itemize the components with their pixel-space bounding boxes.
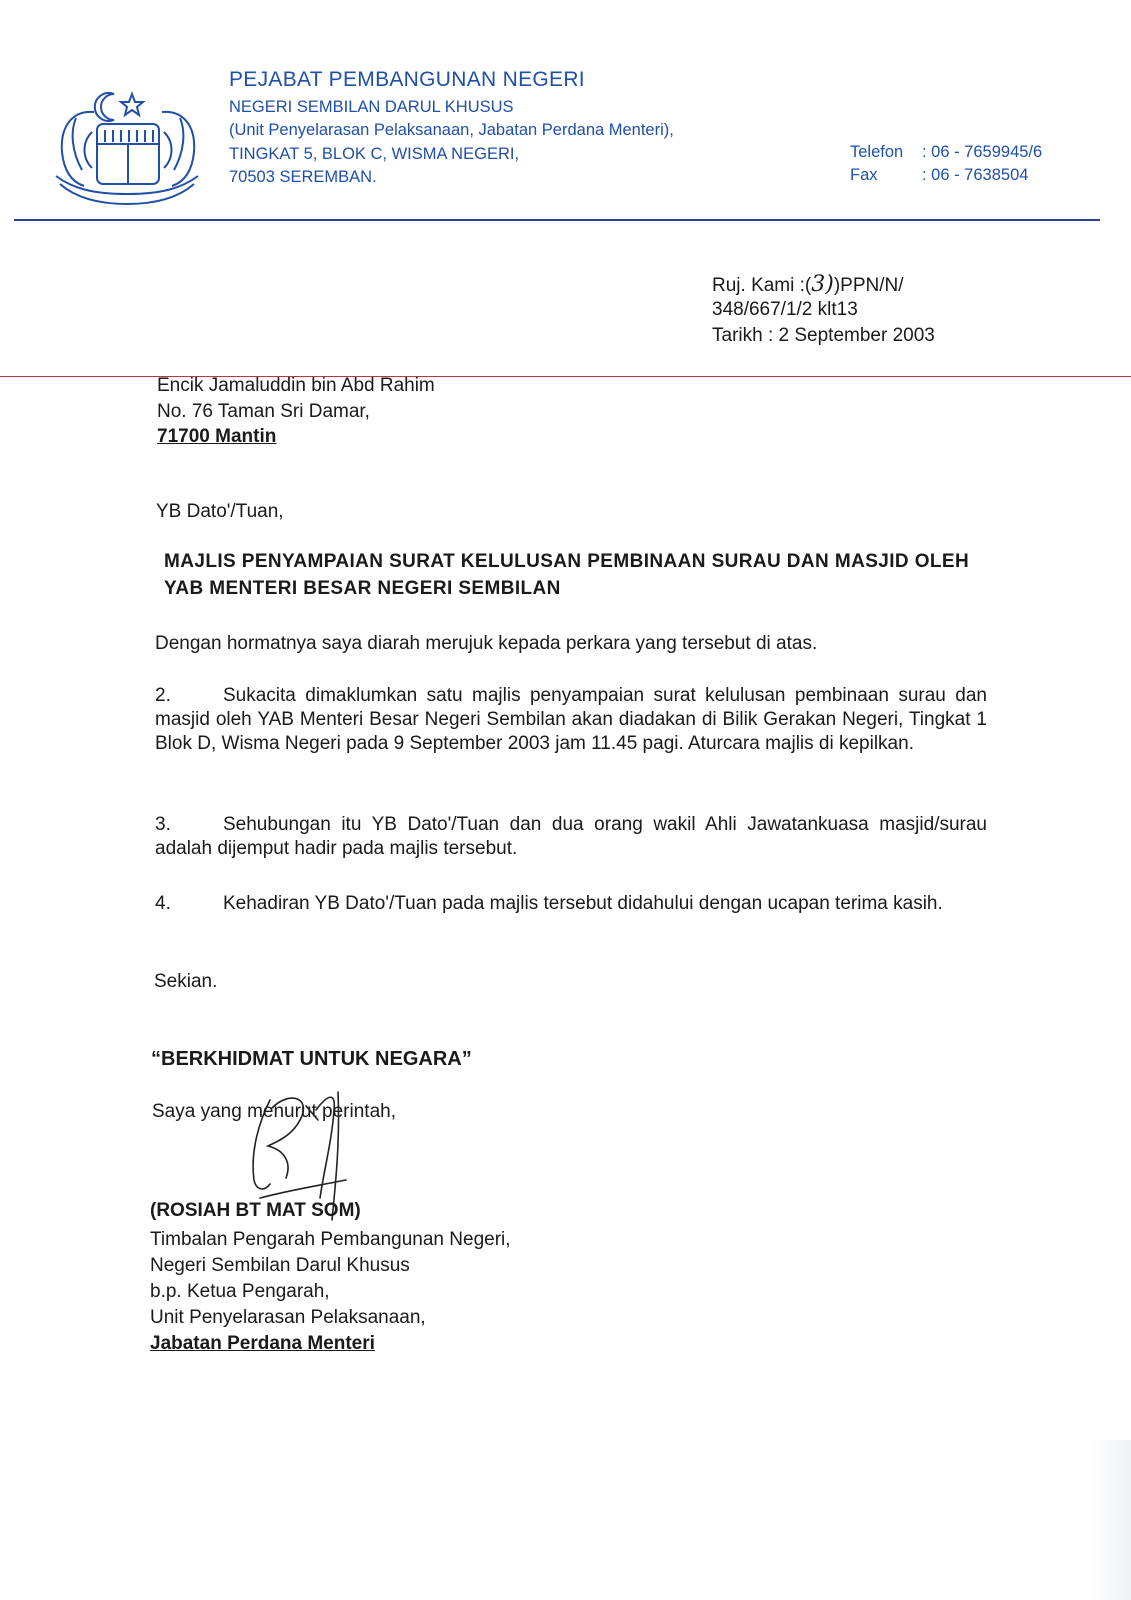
signatory-unit: Unit Penyelarasan Pelaksanaan, <box>150 1307 426 1328</box>
motto: “BERKHIDMAT UNTUK NEGARA” <box>151 1048 472 1070</box>
ruj-handwritten: 3) <box>811 272 834 297</box>
address-postcode: 70503 SEREMBAN. <box>229 168 377 186</box>
paragraph-number: 3. <box>155 814 171 835</box>
reference-file: 348/667/1/2 klt13 <box>712 299 858 320</box>
reference-number <box>712 272 904 297</box>
telephone-line <box>850 143 1042 162</box>
paragraph-2 <box>155 684 987 756</box>
signatory-state: Negeri Sembilan Darul Khusus <box>150 1255 410 1276</box>
yours-faithfully: Saya yang menurut perintah, <box>152 1101 396 1122</box>
telefon-value: : 06 - 7659945/6 <box>922 143 1043 161</box>
paragraph-text: Sukacita dimaklumkan satu majlis penyampaian surat kelulusan pembinaan surau dan masjid oleh YAB Menteri Besar Negeri Sembilan akan diadakan di Bilik Gerakan Negeri, Tingkat 1 Blok D, Wisma Negeri pada 9 September 2003 jam 11.45 pagi. Aturcara majlis di kepilkan. <box>155 685 987 754</box>
signatory-name: (ROSIAH BT MAT SOM) <box>150 1200 361 1221</box>
paragraph-text: Sehubungan itu YB Dato'/Tuan dan dua orang wakil Ahli Jawatankuasa masjid/surau adalah dijemput hadir pada majlis tersebut. <box>155 814 987 859</box>
fax-value: : 06 - 7638504 <box>922 166 1029 184</box>
paragraph-text: Kehadiran YB Dato'/Tuan pada majlis tersebut didahului dengan ucapan terima kasih. <box>223 893 943 914</box>
ruj-suffix: )PPN/N/ <box>833 275 904 296</box>
closing: Sekian. <box>154 971 218 992</box>
subject-heading: MAJLIS PENYAMPAIAN SURAT KELULUSAN PEMBINAAN SURAU DAN MASJID OLEH YAB MENTERI BESAR NEGERI SEMBILAN <box>164 551 970 599</box>
paragraph-number: 2. <box>155 685 171 706</box>
signatory-title: Timbalan Pengarah Pembangunan Negeri, <box>150 1229 511 1250</box>
unit-name: (Unit Penyelarasan Pelaksanaan, Jabatan Perdana Menteri), <box>229 121 674 139</box>
fax-label: Fax <box>850 166 878 184</box>
opening-paragraph: Dengan hormatnya saya diarah merujuk kepada perkara yang tersebut di atas. <box>155 633 818 654</box>
salutation: YB Dato'/Tuan, <box>156 501 284 522</box>
paragraph-number: 4. <box>155 893 171 914</box>
ruj-prefix: Ruj. Kami :( <box>712 275 812 296</box>
fax-line <box>850 166 1028 185</box>
signatory-department: Jabatan Perdana Menteri <box>150 1333 375 1354</box>
recipient-name: Encik Jamaluddin bin Abd Rahim <box>157 375 435 396</box>
office-title: PEJABAT PEMBANGUNAN NEGERI <box>229 68 585 91</box>
paragraph-4 <box>155 892 987 916</box>
address-building: TINGKAT 5, BLOK C, WISMA NEGERI, <box>229 145 520 163</box>
coat-of-arms-icon <box>42 72 212 212</box>
signatory-on-behalf: b.p. Ketua Pengarah, <box>150 1281 330 1302</box>
letterhead-divider <box>14 219 1100 221</box>
scan-edge-shadow <box>1091 1440 1131 1600</box>
recipient-postcode-town: 71700 Mantin <box>157 426 277 447</box>
letter-date: Tarikh : 2 September 2003 <box>712 325 935 346</box>
state-name: NEGERI SEMBILAN DARUL KHUSUS <box>229 98 514 116</box>
paragraph-3 <box>155 813 987 861</box>
recipient-street: No. 76 Taman Sri Damar, <box>157 401 370 422</box>
telefon-label: Telefon <box>850 143 904 161</box>
